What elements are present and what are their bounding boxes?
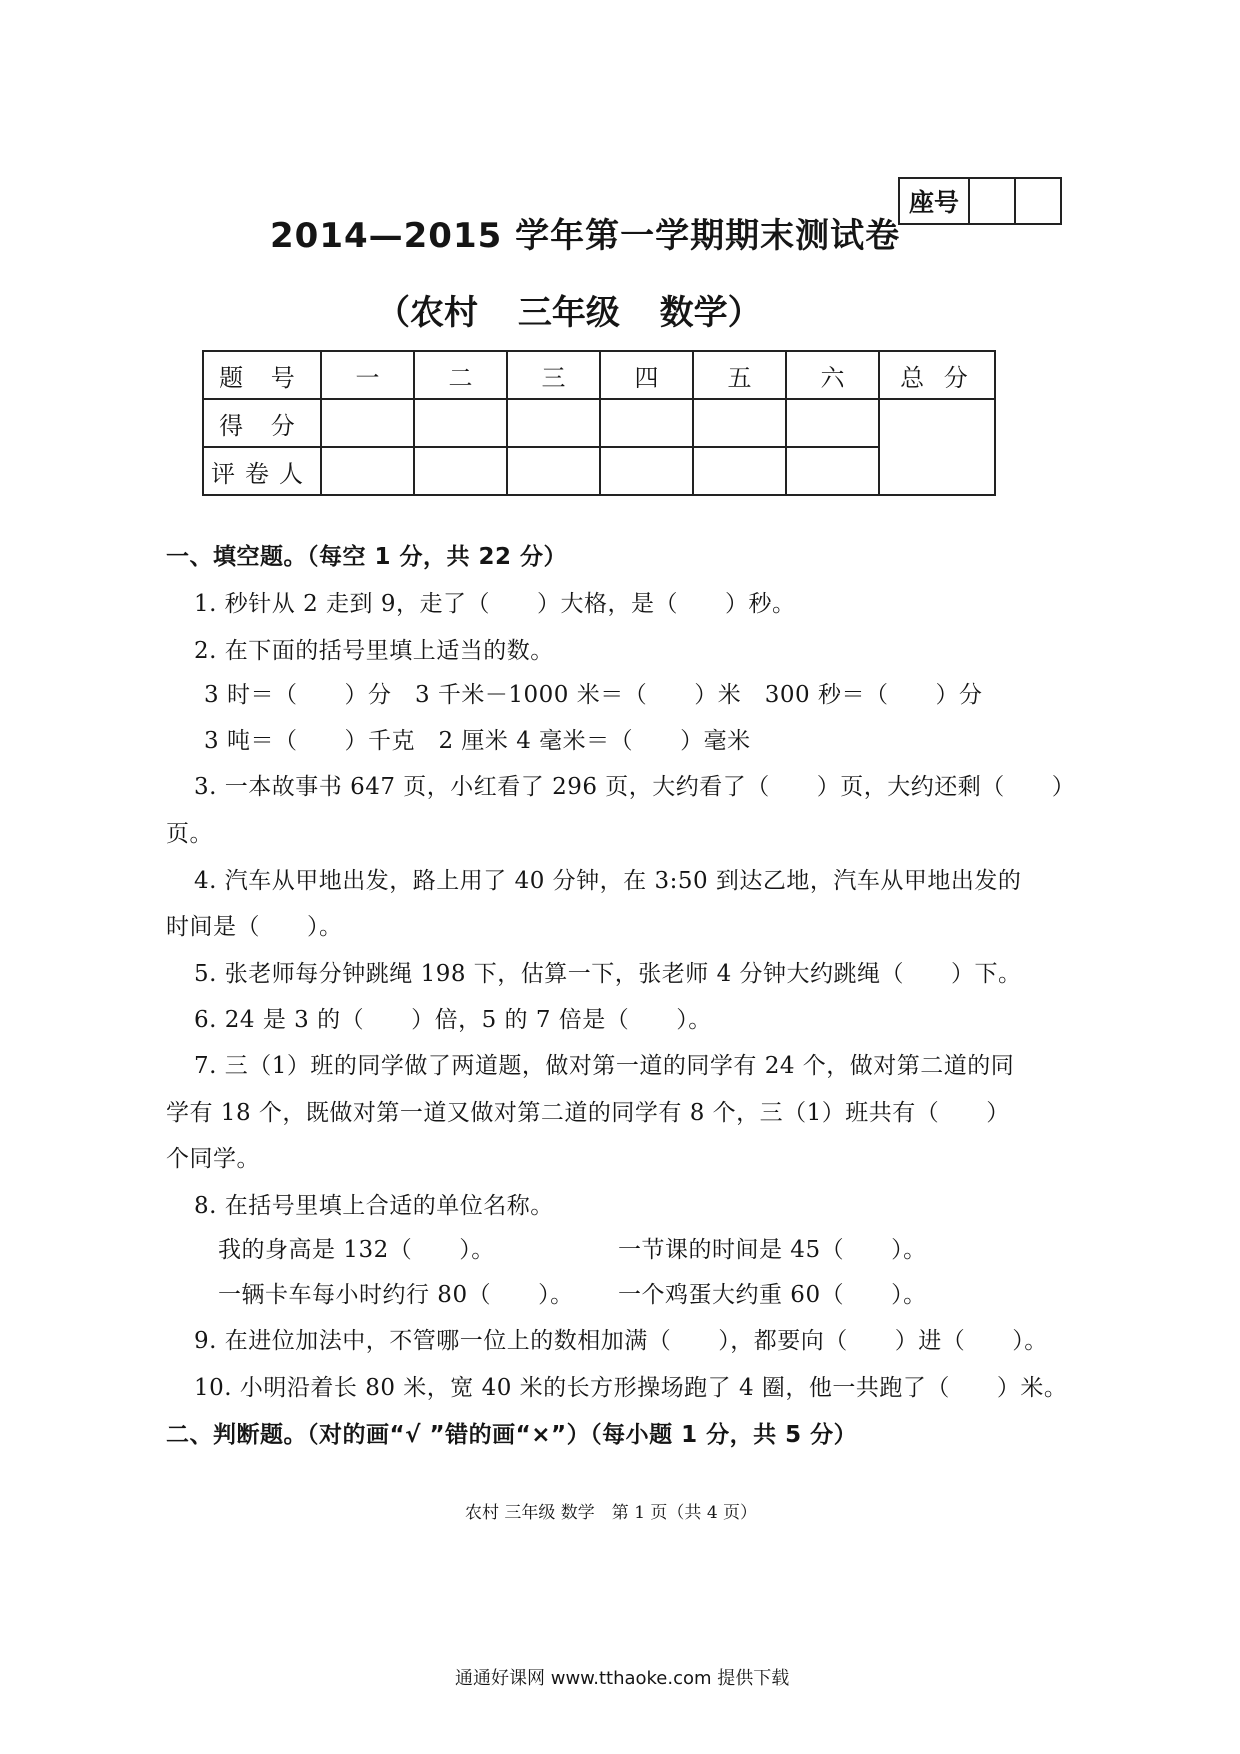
score-cell[interactable] — [507, 399, 600, 447]
question-8-item: 我的身高是 132（ ）。 — [218, 1237, 495, 1263]
score-table — [202, 350, 996, 496]
header-cell: 五 — [693, 351, 786, 399]
question-4-continued: 时间是（ ）。 — [166, 914, 343, 940]
grader-cell[interactable] — [414, 447, 507, 495]
score-table-header-row — [203, 351, 995, 399]
seat-number-box — [898, 177, 1062, 225]
seat-cell[interactable] — [968, 179, 1014, 223]
exam-subtitle: （农村 三年级 数学） — [376, 293, 762, 333]
question-3: 3. 一本故事书 647 页，小红看了 296 页，大约看了（ ）页，大约还剩（ ） — [194, 774, 1076, 800]
question-3-continued: 页。 — [166, 821, 213, 847]
grader-cell[interactable] — [507, 447, 600, 495]
header-cell: 六 — [786, 351, 879, 399]
score-cell[interactable] — [321, 399, 414, 447]
grader-cell[interactable] — [321, 447, 414, 495]
question-7-continued: 学有 18 个，既做对第一道又做对第二道的同学有 8 个，三（1）班共有（ ） — [166, 1100, 1010, 1126]
seat-label: 座号 — [908, 188, 959, 217]
total-score-cell[interactable] — [879, 399, 995, 495]
question-8: 8. 在括号里填上合适的单位名称。 — [194, 1193, 554, 1219]
header-cell: 四 — [600, 351, 693, 399]
question-6: 6. 24 是 3 的（ ）倍，5 的 7 倍是（ ）。 — [194, 1007, 712, 1033]
question-8-item: 一个鸡蛋大约重 60（ ）。 — [618, 1282, 927, 1308]
question-2: 2. 在下面的括号里填上适当的数。 — [194, 638, 554, 664]
row-label: 评卷人 — [203, 447, 321, 495]
grader-cell[interactable] — [786, 447, 879, 495]
question-2-row-2: 3 吨＝（ ）千克 2 厘米 4 毫米＝（ ）毫米 — [204, 728, 751, 754]
question-10: 10. 小明沿着长 80 米，宽 40 米的长方形操场跑了 4 圈，他一共跑了（ ）米。 — [194, 1375, 1068, 1401]
question-9: 9. 在进位加法中，不管哪一位上的数相加满（ ），都要向（ ）进（ ）。 — [194, 1328, 1048, 1354]
question-8-item: 一节课的时间是 45（ ）。 — [618, 1237, 927, 1263]
score-cell[interactable] — [414, 399, 507, 447]
header-cell: 二 — [414, 351, 507, 399]
grader-cell[interactable] — [600, 447, 693, 495]
question-1: 1. 秒针从 2 走到 9，走了（ ）大格，是（ ）秒。 — [194, 591, 796, 617]
section-heading-fill-in: 一、填空题。（每空 1 分，共 22 分） — [166, 544, 568, 570]
header-cell: 三 — [507, 351, 600, 399]
score-cell[interactable] — [693, 399, 786, 447]
grader-cell[interactable] — [693, 447, 786, 495]
header-cell: 总 分 — [879, 351, 995, 399]
header-cell: 题 号 — [203, 351, 321, 399]
section-heading-true-false: 二、判断题。（对的画“√ ”错的画“×”）（每小题 1 分，共 5 分） — [166, 1422, 858, 1448]
question-2-row-1: 3 时＝（ ）分 3 千米－1000 米＝（ ）米 300 秒＝（ ）分 — [204, 682, 983, 708]
question-8-item: 一辆卡车每小时约行 80（ ）。 — [218, 1282, 574, 1308]
row-label: 得 分 — [203, 399, 321, 447]
download-credit: 通通好课网 www.tthaoke.com 提供下载 — [455, 1668, 790, 1689]
seat-cell[interactable] — [1014, 179, 1060, 223]
score-cell[interactable] — [786, 399, 879, 447]
question-7-end: 个同学。 — [166, 1146, 260, 1172]
question-7: 7. 三（1）班的同学做了两道题，做对第一道的同学有 24 个，做对第二道的同 — [194, 1053, 1015, 1079]
page-footer: 农村 三年级 数学 第 1 页（共 4 页） — [465, 1503, 758, 1523]
score-row — [203, 399, 995, 447]
question-4: 4. 汽车从甲地出发，路上用了 40 分钟，在 3:50 到达乙地，汽车从甲地出发的 — [194, 868, 1022, 894]
question-5: 5. 张老师每分钟跳绳 198 下，估算一下，张老师 4 分钟大约跳绳（ ）下。 — [194, 961, 1022, 987]
grader-row — [203, 447, 995, 495]
header-cell: 一 — [321, 351, 414, 399]
score-cell[interactable] — [600, 399, 693, 447]
exam-title: 2014—2015 学年第一学期期末测试卷 — [270, 216, 901, 256]
